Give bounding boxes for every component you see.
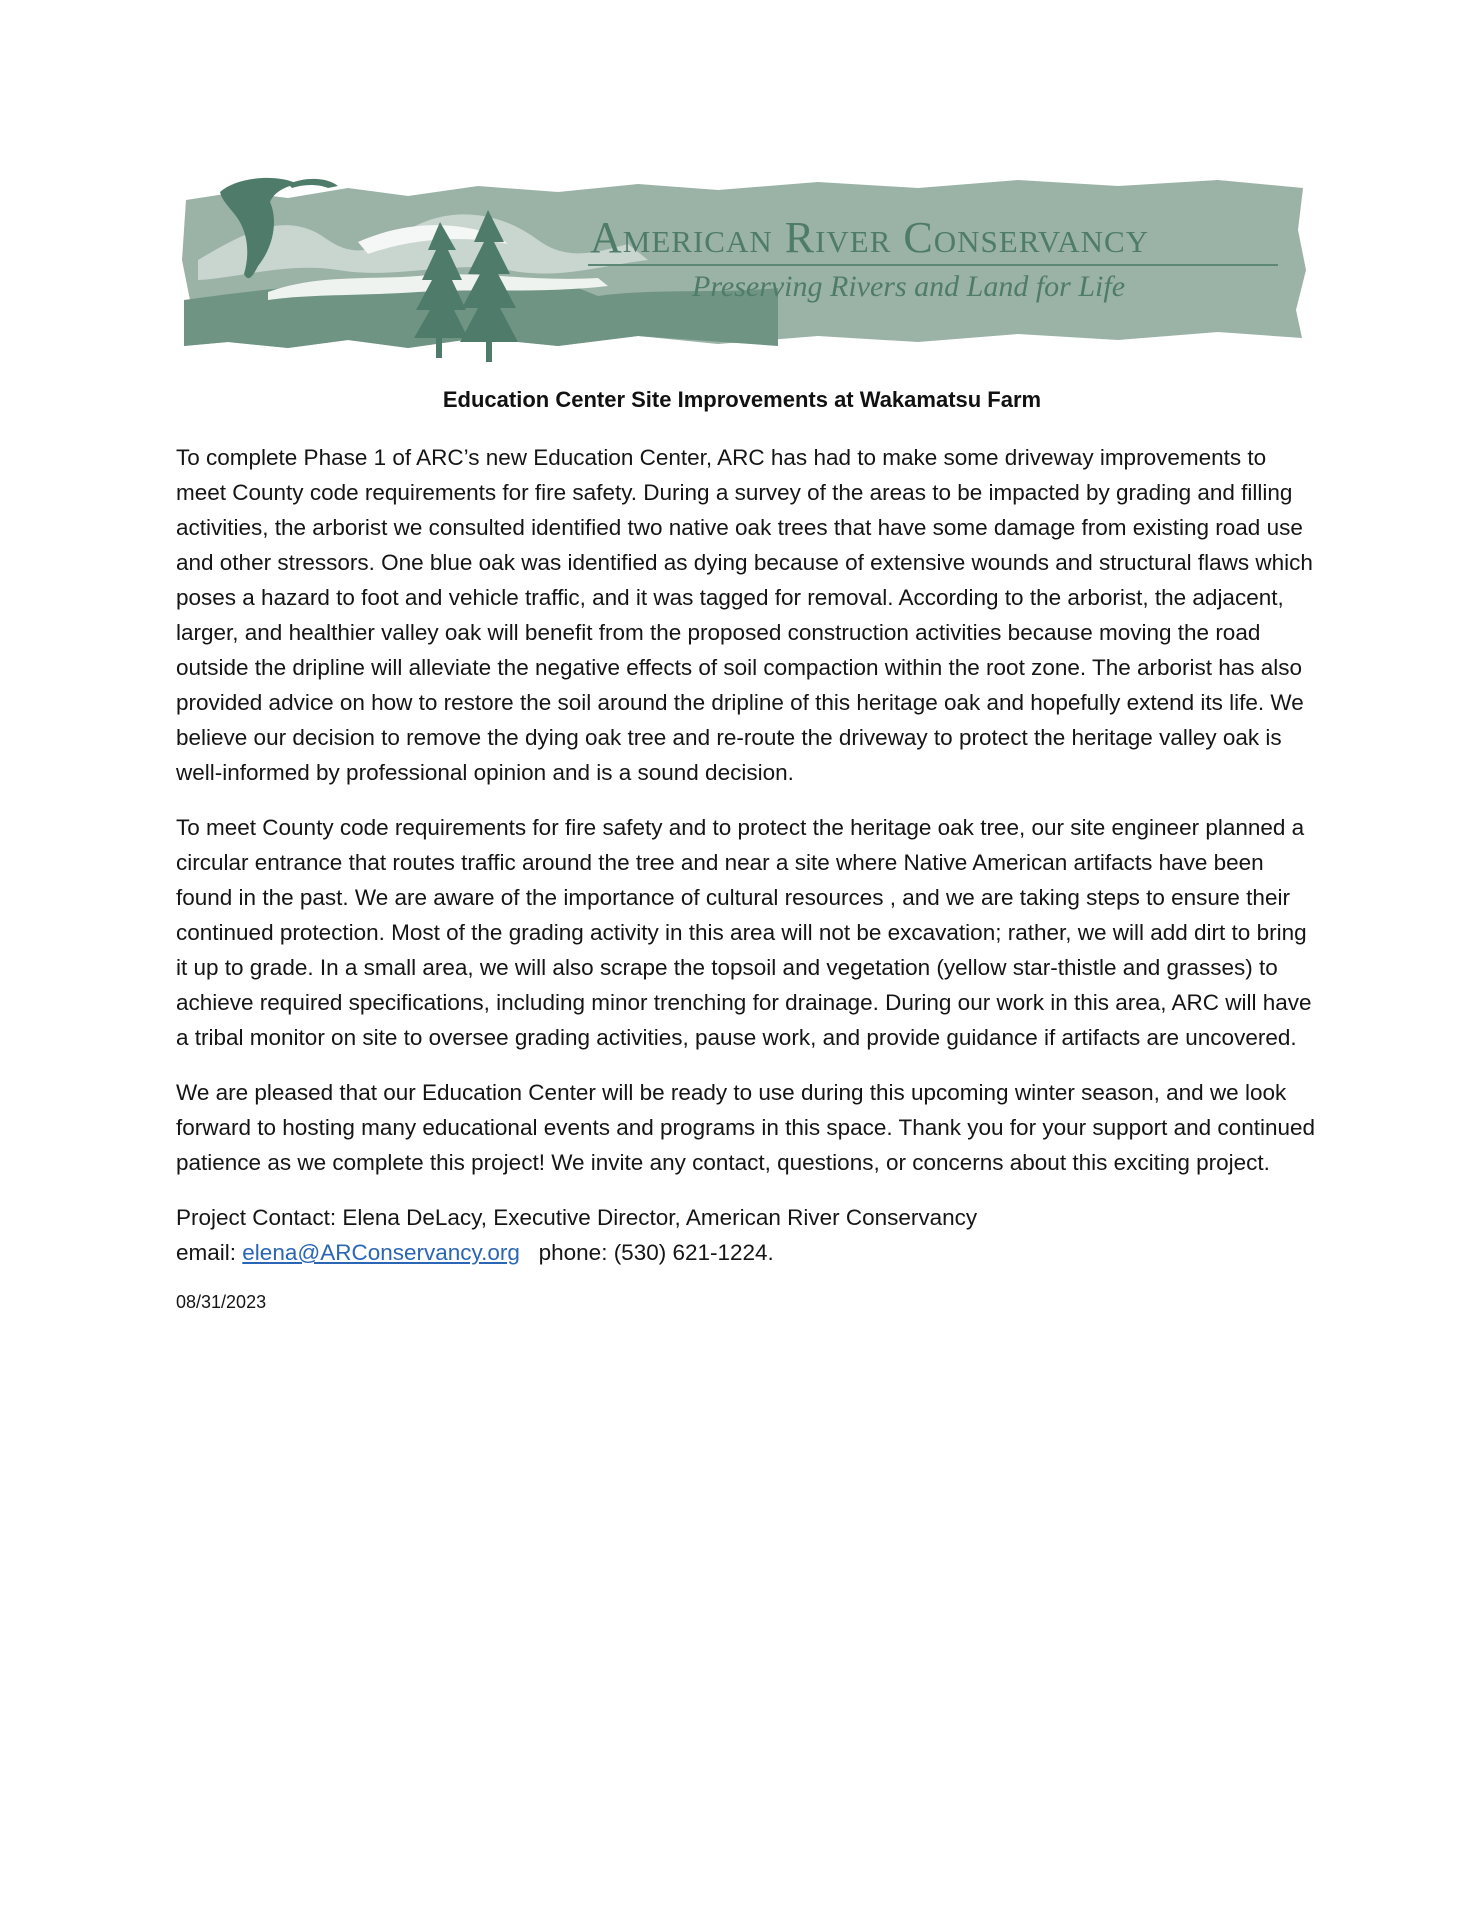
- org-name: American River Conservancy: [590, 213, 1150, 262]
- email-link[interactable]: elena@ARConservancy.org: [242, 1240, 520, 1265]
- org-tagline: Preserving Rivers and Land for Life: [692, 270, 1126, 303]
- document-date: 08/31/2023: [176, 1292, 267, 1312]
- contact-line: Project Contact: Elena DeLacy, Executive Director, American River Conservancy: [176, 1205, 978, 1230]
- paragraph-2: To meet County code requirements for fire safety and to protect the heritage oak tree, our site engineer planned a circular entrance that routes traffic around the tree and near a site where Native American artifacts have been found in the past. We are aware of the importance of cultural resources , and we are taking steps to ensure their continued protection. Most of the grading activity in this area will not be excavation; rather, we will add dirt to bring it up to grade. In a small area, we will also scrape the topsoil and vegetation (yellow star-thistle and grasses) to achieve required specifications, including minor trenching for drainage. During our work in this area, ARC will have a tribal monitor on site to oversee grading activities, pause work, and provide guidance if artifacts are uncovered.: [176, 815, 1312, 1050]
- document-title: Education Center Site Improvements at Wakamatsu Farm: [442, 387, 1042, 412]
- paragraph-3: We are pleased that our Education Center will be ready to use during this upcoming winter season, and we look forward to hosting many educational events and programs in this space. Thank you for your support and continued patience as we complete this project! We invite any contact, questions, or concerns about this exciting project.: [176, 1080, 1316, 1175]
- phone-text: phone: (530) 621-1224.: [538, 1240, 774, 1265]
- org-name-divider: [588, 264, 1278, 266]
- document-body: [176, 440, 1316, 1313]
- paragraph-1: To complete Phase 1 of ARC’s new Education Center, ARC has had to make some driveway improvements to meet County code requirements for fire safety. During a survey of the areas to be impacted by grading and filling activities, the arborist we consulted identified two native oak trees that have some damage from existing road use and other stressors. One blue oak was identified as dying because of extensive wounds and structural flaws which poses a hazard to foot and vehicle traffic, and it was tagged for removal. According to the arborist, the adjacent, larger, and healthier valley oak will benefit from the proposed construction activities because moving the road outside the dripline will alleviate the negative effects of soil compaction within the root zone. The arborist has also provided advice on how to restore the soil around the dripline of this heritage oak and hopefully extend its life. We believe our decision to remove the dying oak tree and re-route the driveway to protect the heritage valley oak is well-informed by professional opinion and is a sound decision.: [176, 445, 1313, 785]
- contact-details: [176, 1235, 1316, 1270]
- email-label: email:: [176, 1240, 237, 1265]
